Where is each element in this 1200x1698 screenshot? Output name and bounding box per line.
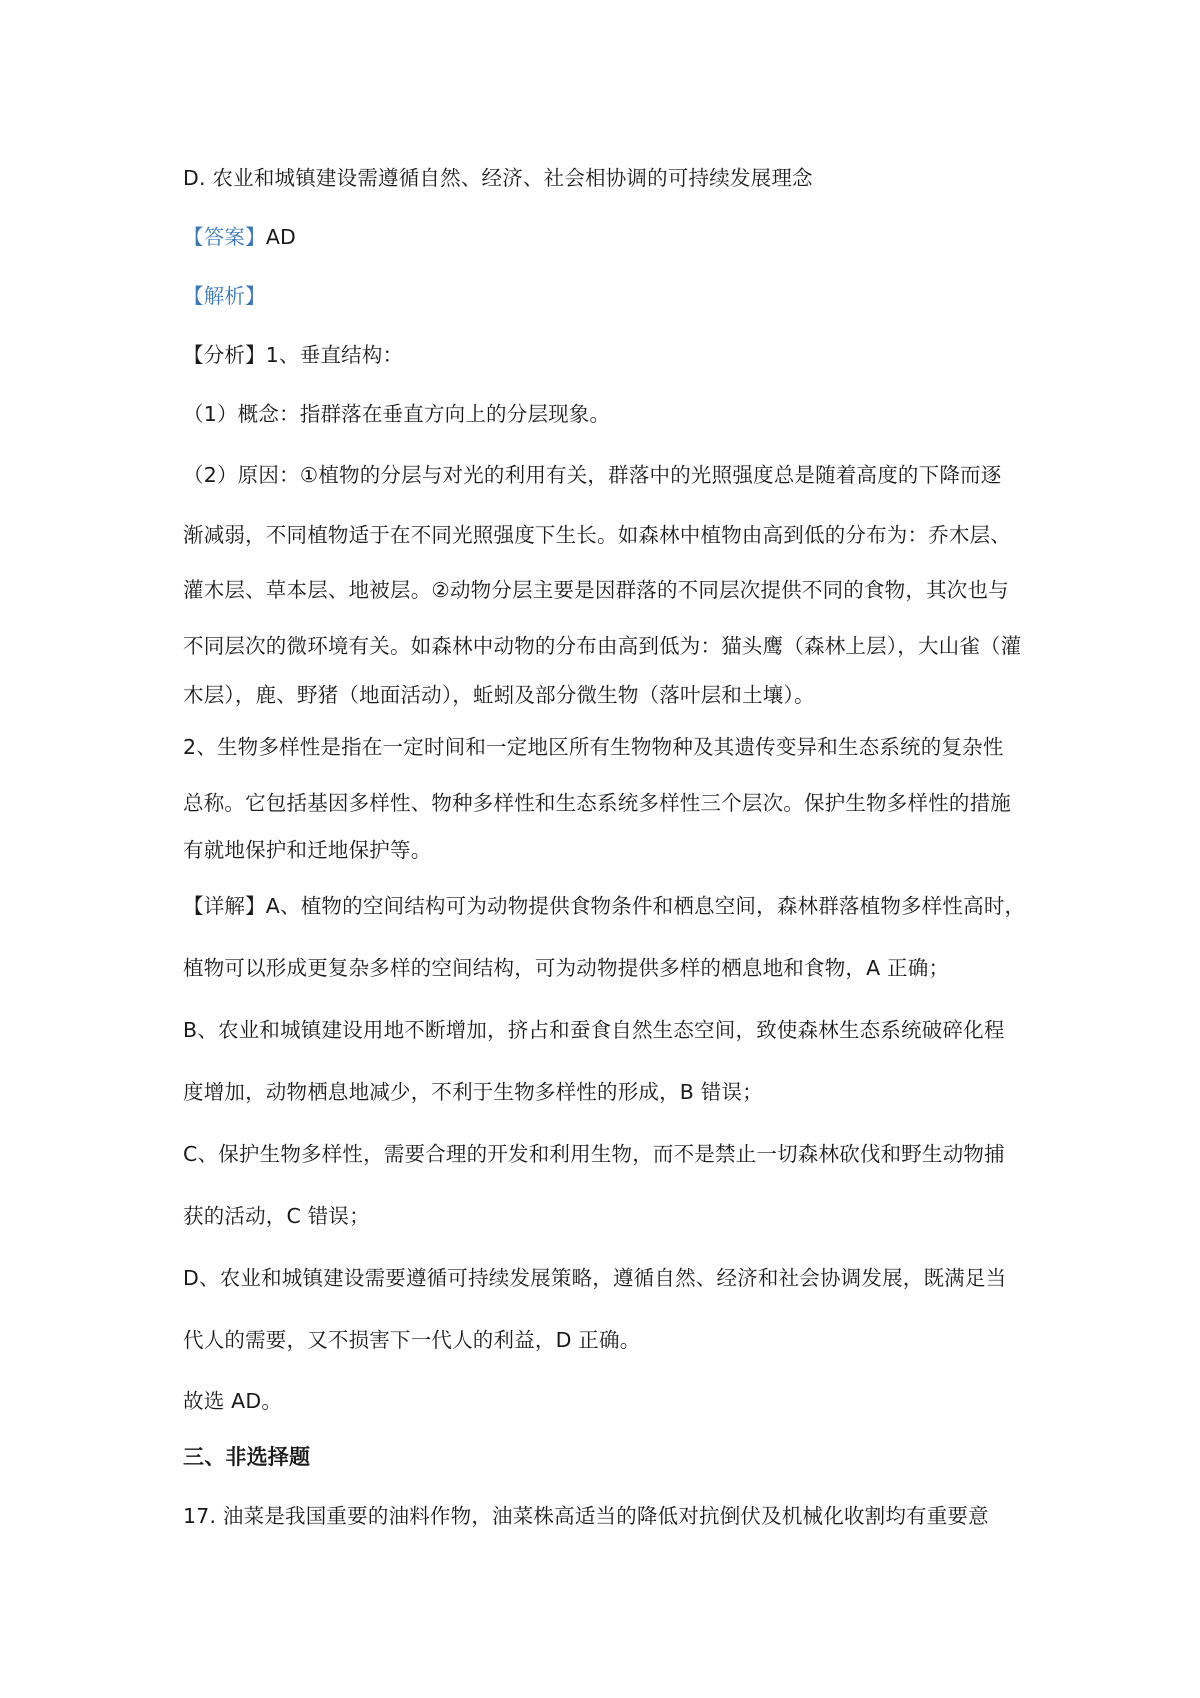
xiangjie-line-8: 代人的需要，又不损害下一代人的利益，D 正确。	[183, 1328, 641, 1352]
answer-line	[183, 222, 1023, 252]
question-17-text: 17. 油菜是我国重要的油料作物，油菜株高适当的降低对抗倒伏及机械化收割均有重要意	[183, 1504, 989, 1528]
fenxi-line-4: 渐减弱，不同植物适于在不同光照强度下生长。如森林中植物由高到低的分布为：乔木层、	[183, 523, 1011, 547]
option-d-text: D. 农业和城镇建设需遵循自然、经济、社会相协调的可持续发展理念	[183, 166, 813, 190]
section-heading: 三、非选择题	[183, 1445, 311, 1469]
fenxi-line-10: 有就地保护和迁地保护等。	[183, 838, 432, 862]
answer-value: AD	[265, 225, 297, 249]
xiangjie-line-3: B、农业和城镇建设用地不断增加，挤占和蚕食自然生态空间，致使森林生态系统破碎化程	[183, 1018, 1005, 1042]
xiangjie-line-2: 植物可以形成更复杂多样的空间结构，可为动物提供多样的栖息地和食物，A 正确；	[183, 956, 950, 980]
conclusion-text: 故选 AD。	[183, 1389, 283, 1413]
fenxi-line-7: 木层），鹿、野猪（地面活动），蚯蚓及部分微生物（落叶层和土壤）。	[183, 683, 815, 707]
fenxi-line-2: （1）概念：指群落在垂直方向上的分层现象。	[183, 402, 611, 426]
fenxi-line-9: 总称。它包括基因多样性、物种多样性和生态系统多样性三个层次。保护生物多样性的措施	[183, 791, 1011, 815]
fenxi-line-1: 【分析】1、垂直结构：	[183, 343, 404, 367]
xiangjie-line-6: 获的活动，C 错误；	[183, 1204, 370, 1228]
xiangjie-line-5: C、保护生物多样性，需要合理的开发和利用生物，而不是禁止一切森林砍伐和野生动物捕	[183, 1142, 1005, 1166]
xiangjie-line-1: 【详解】A、植物的空间结构可为动物提供食物条件和栖息空间，森林群落植物多样性高时，	[183, 894, 1026, 918]
fenxi-line-5: 灌木层、草本层、地被层。②动物分层主要是因群落的不同层次提供不同的食物，其次也与	[183, 578, 1009, 602]
analysis-tag: 【解析】	[183, 284, 266, 308]
xiangjie-line-7: D、农业和城镇建设需要遵循可持续发展策略，遵循自然、经济和社会协调发展，既满足当	[183, 1266, 1007, 1290]
fenxi-line-6: 不同层次的微环境有关。如森林中动物的分布由高到低为：猫头鹰（森林上层），大山雀（灌	[183, 634, 1022, 658]
xiangjie-line-4: 度增加，动物栖息地减少，不利于生物多样性的形成，B 错误；	[183, 1080, 763, 1104]
fenxi-line-8: 2、生物多样性是指在一定时间和一定地区所有生物物种及其遗传变异和生态系统的复杂性	[183, 735, 1004, 759]
fenxi-line-3: （2）原因：①植物的分层与对光的利用有关，群落中的光照强度总是随着高度的下降而逐	[183, 463, 1002, 487]
answer-tag: 【答案】	[183, 225, 266, 249]
